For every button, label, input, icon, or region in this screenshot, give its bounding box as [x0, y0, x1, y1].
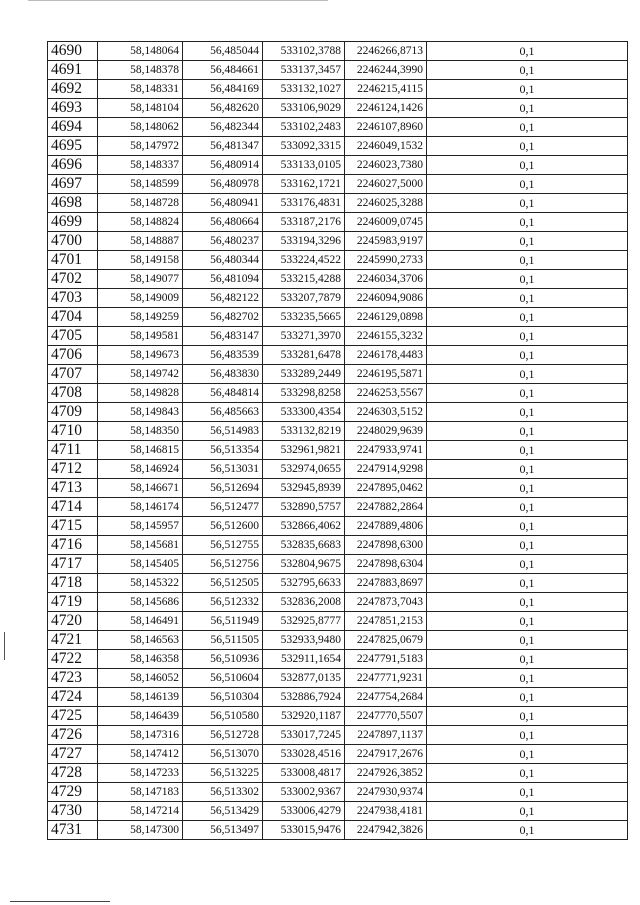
point-number-cell: 4694: [48, 118, 98, 137]
table-row: [48, 289, 628, 308]
point-number-cell: 4692: [48, 80, 98, 99]
y-coordinate-cell: 2246025,3288: [345, 194, 427, 213]
latitude-cell: 58,145957: [98, 517, 183, 536]
table-row: [48, 365, 628, 384]
longitude-cell: 56,482122: [183, 289, 263, 308]
table-row: [48, 593, 628, 612]
latitude-cell: 58,149828: [98, 384, 183, 403]
table-row: [48, 555, 628, 574]
latitude-cell: 58,148104: [98, 99, 183, 118]
x-coordinate-cell: 533133,0105: [263, 156, 345, 175]
latitude-cell: 58,149158: [98, 251, 183, 270]
latitude-cell: 58,146815: [98, 441, 183, 460]
point-number-cell: 4696: [48, 156, 98, 175]
accuracy-cell: 0,1: [427, 156, 628, 175]
longitude-cell: 56,480914: [183, 156, 263, 175]
x-coordinate-cell: 533102,2483: [263, 118, 345, 137]
accuracy-cell: 0,1: [427, 460, 628, 479]
longitude-cell: 56,485663: [183, 403, 263, 422]
y-coordinate-cell: 2246009,0745: [345, 213, 427, 232]
table-row: [48, 612, 628, 631]
y-coordinate-cell: 2248029,9639: [345, 422, 427, 441]
y-coordinate-cell: 2247895,0462: [345, 479, 427, 498]
longitude-cell: 56,512505: [183, 574, 263, 593]
latitude-cell: 58,147412: [98, 745, 183, 764]
longitude-cell: 56,510936: [183, 650, 263, 669]
accuracy-cell: 0,1: [427, 194, 628, 213]
y-coordinate-cell: 2246124,1426: [345, 99, 427, 118]
accuracy-cell: 0,1: [427, 669, 628, 688]
bottom-border-line: [10, 901, 110, 902]
accuracy-cell: 0,1: [427, 612, 628, 631]
x-coordinate-cell: 533207,7879: [263, 289, 345, 308]
x-coordinate-cell: 533298,8258: [263, 384, 345, 403]
x-coordinate-cell: 532961,9821: [263, 441, 345, 460]
longitude-cell: 56,483539: [183, 346, 263, 365]
point-number-cell: 4719: [48, 593, 98, 612]
point-number-cell: 4690: [48, 42, 98, 61]
latitude-cell: 58,148728: [98, 194, 183, 213]
x-coordinate-cell: 532925,8777: [263, 612, 345, 631]
x-coordinate-cell: 533224,4522: [263, 251, 345, 270]
y-coordinate-cell: 2247914,9298: [345, 460, 427, 479]
x-coordinate-cell: 533289,2449: [263, 365, 345, 384]
x-coordinate-cell: 532920,1187: [263, 707, 345, 726]
y-coordinate-cell: 2246129,0898: [345, 308, 427, 327]
x-coordinate-cell: 533008,4817: [263, 764, 345, 783]
longitude-cell: 56,512600: [183, 517, 263, 536]
accuracy-cell: 0,1: [427, 593, 628, 612]
point-number-cell: 4727: [48, 745, 98, 764]
table-row: [48, 346, 628, 365]
table-row: [48, 118, 628, 137]
longitude-cell: 56,512755: [183, 536, 263, 555]
point-number-cell: 4726: [48, 726, 98, 745]
latitude-cell: 58,149673: [98, 346, 183, 365]
x-coordinate-cell: 532945,8939: [263, 479, 345, 498]
accuracy-cell: 0,1: [427, 555, 628, 574]
x-coordinate-cell: 533015,9476: [263, 821, 345, 840]
longitude-cell: 56,483830: [183, 365, 263, 384]
x-coordinate-cell: 533106,9029: [263, 99, 345, 118]
point-number-cell: 4710: [48, 422, 98, 441]
longitude-cell: 56,481347: [183, 137, 263, 156]
point-number-cell: 4722: [48, 650, 98, 669]
latitude-cell: 58,147300: [98, 821, 183, 840]
point-number-cell: 4729: [48, 783, 98, 802]
x-coordinate-cell: 533017,7245: [263, 726, 345, 745]
point-number-cell: 4706: [48, 346, 98, 365]
latitude-cell: 58,147316: [98, 726, 183, 745]
point-number-cell: 4702: [48, 270, 98, 289]
latitude-cell: 58,145681: [98, 536, 183, 555]
longitude-cell: 56,510304: [183, 688, 263, 707]
y-coordinate-cell: 2247771,9231: [345, 669, 427, 688]
table-row: [48, 802, 628, 821]
table-row: [48, 270, 628, 289]
accuracy-cell: 0,1: [427, 631, 628, 650]
latitude-cell: 58,145686: [98, 593, 183, 612]
longitude-cell: 56,484661: [183, 61, 263, 80]
x-coordinate-cell: 532804,9675: [263, 555, 345, 574]
latitude-cell: 58,148062: [98, 118, 183, 137]
table-row: [48, 99, 628, 118]
latitude-cell: 58,148337: [98, 156, 183, 175]
point-number-cell: 4705: [48, 327, 98, 346]
accuracy-cell: 0,1: [427, 175, 628, 194]
point-number-cell: 4695: [48, 137, 98, 156]
accuracy-cell: 0,1: [427, 137, 628, 156]
point-number-cell: 4714: [48, 498, 98, 517]
longitude-cell: 56,480664: [183, 213, 263, 232]
table-row: [48, 631, 628, 650]
table-row: [48, 669, 628, 688]
y-coordinate-cell: 2246027,5000: [345, 175, 427, 194]
latitude-cell: 58,146439: [98, 707, 183, 726]
table-row: [48, 441, 628, 460]
accuracy-cell: 0,1: [427, 251, 628, 270]
longitude-cell: 56,513070: [183, 745, 263, 764]
table-row: [48, 42, 628, 61]
y-coordinate-cell: 2247883,8697: [345, 574, 427, 593]
table-row: [48, 251, 628, 270]
latitude-cell: 58,148064: [98, 42, 183, 61]
accuracy-cell: 0,1: [427, 479, 628, 498]
point-number-cell: 4728: [48, 764, 98, 783]
latitude-cell: 58,148824: [98, 213, 183, 232]
latitude-cell: 58,145322: [98, 574, 183, 593]
table-row: [48, 460, 628, 479]
point-number-cell: 4712: [48, 460, 98, 479]
longitude-cell: 56,512728: [183, 726, 263, 745]
x-coordinate-cell: 533176,4831: [263, 194, 345, 213]
accuracy-cell: 0,1: [427, 650, 628, 669]
y-coordinate-cell: 2246244,3990: [345, 61, 427, 80]
x-coordinate-cell: 533092,3315: [263, 137, 345, 156]
latitude-cell: 58,146358: [98, 650, 183, 669]
x-coordinate-cell: 533002,9367: [263, 783, 345, 802]
x-coordinate-cell: 532866,4062: [263, 517, 345, 536]
y-coordinate-cell: 2247897,1137: [345, 726, 427, 745]
point-number-cell: 4703: [48, 289, 98, 308]
y-coordinate-cell: 2246034,3706: [345, 270, 427, 289]
table-row: [48, 80, 628, 99]
x-coordinate-cell: 532835,6683: [263, 536, 345, 555]
longitude-cell: 56,511505: [183, 631, 263, 650]
coordinates-table-body: [48, 42, 628, 840]
table-row: [48, 498, 628, 517]
table-row: [48, 764, 628, 783]
point-number-cell: 4715: [48, 517, 98, 536]
point-number-cell: 4724: [48, 688, 98, 707]
point-number-cell: 4720: [48, 612, 98, 631]
y-coordinate-cell: 2247917,2676: [345, 745, 427, 764]
accuracy-cell: 0,1: [427, 726, 628, 745]
latitude-cell: 58,149009: [98, 289, 183, 308]
x-coordinate-cell: 532890,5757: [263, 498, 345, 517]
y-coordinate-cell: 2247754,2684: [345, 688, 427, 707]
y-coordinate-cell: 2246195,5871: [345, 365, 427, 384]
longitude-cell: 56,513429: [183, 802, 263, 821]
latitude-cell: 58,149742: [98, 365, 183, 384]
y-coordinate-cell: 2247889,4806: [345, 517, 427, 536]
x-coordinate-cell: 532836,2008: [263, 593, 345, 612]
table-row: [48, 403, 628, 422]
point-number-cell: 4693: [48, 99, 98, 118]
accuracy-cell: 0,1: [427, 99, 628, 118]
accuracy-cell: 0,1: [427, 118, 628, 137]
y-coordinate-cell: 2246023,7380: [345, 156, 427, 175]
point-number-cell: 4699: [48, 213, 98, 232]
accuracy-cell: 0,1: [427, 783, 628, 802]
longitude-cell: 56,512756: [183, 555, 263, 574]
x-coordinate-cell: 533187,2176: [263, 213, 345, 232]
margin-mark: [4, 632, 5, 660]
table-row: [48, 479, 628, 498]
y-coordinate-cell: 2246155,3232: [345, 327, 427, 346]
table-row: [48, 422, 628, 441]
x-coordinate-cell: 533235,5665: [263, 308, 345, 327]
point-number-cell: 4709: [48, 403, 98, 422]
accuracy-cell: 0,1: [427, 232, 628, 251]
y-coordinate-cell: 2245990,2733: [345, 251, 427, 270]
table-row: [48, 821, 628, 840]
latitude-cell: 58,146924: [98, 460, 183, 479]
point-number-cell: 4717: [48, 555, 98, 574]
accuracy-cell: 0,1: [427, 61, 628, 80]
latitude-cell: 58,149581: [98, 327, 183, 346]
longitude-cell: 56,513225: [183, 764, 263, 783]
x-coordinate-cell: 533028,4516: [263, 745, 345, 764]
accuracy-cell: 0,1: [427, 707, 628, 726]
y-coordinate-cell: 2247898,6300: [345, 536, 427, 555]
point-number-cell: 4697: [48, 175, 98, 194]
x-coordinate-cell: 533006,4279: [263, 802, 345, 821]
y-coordinate-cell: 2247933,9741: [345, 441, 427, 460]
point-number-cell: 4730: [48, 802, 98, 821]
y-coordinate-cell: 2247938,4181: [345, 802, 427, 821]
y-coordinate-cell: 2246215,4115: [345, 80, 427, 99]
table-row: [48, 327, 628, 346]
accuracy-cell: 0,1: [427, 498, 628, 517]
accuracy-cell: 0,1: [427, 536, 628, 555]
point-number-cell: 4713: [48, 479, 98, 498]
top-border-line: [28, 0, 328, 1]
longitude-cell: 56,480978: [183, 175, 263, 194]
y-coordinate-cell: 2247873,7043: [345, 593, 427, 612]
accuracy-cell: 0,1: [427, 346, 628, 365]
longitude-cell: 56,482344: [183, 118, 263, 137]
latitude-cell: 58,146174: [98, 498, 183, 517]
x-coordinate-cell: 532886,7924: [263, 688, 345, 707]
y-coordinate-cell: 2246178,4483: [345, 346, 427, 365]
accuracy-cell: 0,1: [427, 802, 628, 821]
accuracy-cell: 0,1: [427, 327, 628, 346]
point-number-cell: 4711: [48, 441, 98, 460]
accuracy-cell: 0,1: [427, 403, 628, 422]
x-coordinate-cell: 533281,6478: [263, 346, 345, 365]
longitude-cell: 56,513497: [183, 821, 263, 840]
longitude-cell: 56,484814: [183, 384, 263, 403]
point-number-cell: 4716: [48, 536, 98, 555]
accuracy-cell: 0,1: [427, 42, 628, 61]
point-number-cell: 4691: [48, 61, 98, 80]
table-row: [48, 517, 628, 536]
table-row: [48, 137, 628, 156]
x-coordinate-cell: 532795,6633: [263, 574, 345, 593]
x-coordinate-cell: 532933,9480: [263, 631, 345, 650]
x-coordinate-cell: 532974,0655: [263, 460, 345, 479]
latitude-cell: 58,147183: [98, 783, 183, 802]
accuracy-cell: 0,1: [427, 80, 628, 99]
latitude-cell: 58,147214: [98, 802, 183, 821]
table-row: [48, 175, 628, 194]
coordinates-table: [47, 41, 628, 840]
latitude-cell: 58,146052: [98, 669, 183, 688]
longitude-cell: 56,482620: [183, 99, 263, 118]
table-row: [48, 156, 628, 175]
longitude-cell: 56,513354: [183, 441, 263, 460]
x-coordinate-cell: 533162,1721: [263, 175, 345, 194]
longitude-cell: 56,484169: [183, 80, 263, 99]
accuracy-cell: 0,1: [427, 422, 628, 441]
longitude-cell: 56,482702: [183, 308, 263, 327]
latitude-cell: 58,145405: [98, 555, 183, 574]
y-coordinate-cell: 2246094,9086: [345, 289, 427, 308]
latitude-cell: 58,146491: [98, 612, 183, 631]
point-number-cell: 4698: [48, 194, 98, 213]
latitude-cell: 58,148350: [98, 422, 183, 441]
latitude-cell: 58,148378: [98, 61, 183, 80]
y-coordinate-cell: 2247926,3852: [345, 764, 427, 783]
longitude-cell: 56,513302: [183, 783, 263, 802]
longitude-cell: 56,483147: [183, 327, 263, 346]
longitude-cell: 56,481094: [183, 270, 263, 289]
x-coordinate-cell: 533215,4288: [263, 270, 345, 289]
y-coordinate-cell: 2247825,0679: [345, 631, 427, 650]
table-row: [48, 783, 628, 802]
x-coordinate-cell: 533137,3457: [263, 61, 345, 80]
y-coordinate-cell: 2246266,8713: [345, 42, 427, 61]
longitude-cell: 56,480941: [183, 194, 263, 213]
accuracy-cell: 0,1: [427, 688, 628, 707]
table-row: [48, 707, 628, 726]
accuracy-cell: 0,1: [427, 365, 628, 384]
latitude-cell: 58,147972: [98, 137, 183, 156]
latitude-cell: 58,148599: [98, 175, 183, 194]
latitude-cell: 58,149259: [98, 308, 183, 327]
x-coordinate-cell: 533102,3788: [263, 42, 345, 61]
x-coordinate-cell: 532911,1654: [263, 650, 345, 669]
latitude-cell: 58,148331: [98, 80, 183, 99]
x-coordinate-cell: 533300,4354: [263, 403, 345, 422]
point-number-cell: 4725: [48, 707, 98, 726]
point-number-cell: 4700: [48, 232, 98, 251]
table-row: [48, 194, 628, 213]
accuracy-cell: 0,1: [427, 745, 628, 764]
longitude-cell: 56,510604: [183, 669, 263, 688]
longitude-cell: 56,513031: [183, 460, 263, 479]
accuracy-cell: 0,1: [427, 517, 628, 536]
y-coordinate-cell: 2247770,5507: [345, 707, 427, 726]
accuracy-cell: 0,1: [427, 764, 628, 783]
accuracy-cell: 0,1: [427, 574, 628, 593]
accuracy-cell: 0,1: [427, 308, 628, 327]
accuracy-cell: 0,1: [427, 213, 628, 232]
table-row: [48, 384, 628, 403]
accuracy-cell: 0,1: [427, 384, 628, 403]
point-number-cell: 4707: [48, 365, 98, 384]
x-coordinate-cell: 533132,8219: [263, 422, 345, 441]
latitude-cell: 58,149843: [98, 403, 183, 422]
table-row: [48, 536, 628, 555]
y-coordinate-cell: 2246107,8960: [345, 118, 427, 137]
point-number-cell: 4721: [48, 631, 98, 650]
table-row: [48, 213, 628, 232]
y-coordinate-cell: 2247930,9374: [345, 783, 427, 802]
longitude-cell: 56,480237: [183, 232, 263, 251]
x-coordinate-cell: 532877,0135: [263, 669, 345, 688]
x-coordinate-cell: 533271,3970: [263, 327, 345, 346]
point-number-cell: 4708: [48, 384, 98, 403]
longitude-cell: 56,512332: [183, 593, 263, 612]
longitude-cell: 56,485044: [183, 42, 263, 61]
accuracy-cell: 0,1: [427, 821, 628, 840]
table-row: [48, 61, 628, 80]
longitude-cell: 56,512694: [183, 479, 263, 498]
latitude-cell: 58,149077: [98, 270, 183, 289]
table-row: [48, 688, 628, 707]
y-coordinate-cell: 2247898,6304: [345, 555, 427, 574]
latitude-cell: 58,146671: [98, 479, 183, 498]
point-number-cell: 4701: [48, 251, 98, 270]
accuracy-cell: 0,1: [427, 441, 628, 460]
longitude-cell: 56,514983: [183, 422, 263, 441]
y-coordinate-cell: 2247882,2864: [345, 498, 427, 517]
accuracy-cell: 0,1: [427, 289, 628, 308]
latitude-cell: 58,146563: [98, 631, 183, 650]
table-row: [48, 745, 628, 764]
longitude-cell: 56,512477: [183, 498, 263, 517]
longitude-cell: 56,511949: [183, 612, 263, 631]
latitude-cell: 58,148887: [98, 232, 183, 251]
point-number-cell: 4718: [48, 574, 98, 593]
y-coordinate-cell: 2247942,3826: [345, 821, 427, 840]
longitude-cell: 56,510580: [183, 707, 263, 726]
longitude-cell: 56,480344: [183, 251, 263, 270]
latitude-cell: 58,146139: [98, 688, 183, 707]
x-coordinate-cell: 533132,1027: [263, 80, 345, 99]
y-coordinate-cell: 2246253,5567: [345, 384, 427, 403]
table-row: [48, 650, 628, 669]
y-coordinate-cell: 2246303,5152: [345, 403, 427, 422]
point-number-cell: 4723: [48, 669, 98, 688]
table-row: [48, 726, 628, 745]
point-number-cell: 4704: [48, 308, 98, 327]
y-coordinate-cell: 2247791,5183: [345, 650, 427, 669]
table-row: [48, 574, 628, 593]
x-coordinate-cell: 533194,3296: [263, 232, 345, 251]
accuracy-cell: 0,1: [427, 270, 628, 289]
point-number-cell: 4731: [48, 821, 98, 840]
y-coordinate-cell: 2247851,2153: [345, 612, 427, 631]
table-row: [48, 232, 628, 251]
table-row: [48, 308, 628, 327]
y-coordinate-cell: 2245983,9197: [345, 232, 427, 251]
y-coordinate-cell: 2246049,1532: [345, 137, 427, 156]
latitude-cell: 58,147233: [98, 764, 183, 783]
